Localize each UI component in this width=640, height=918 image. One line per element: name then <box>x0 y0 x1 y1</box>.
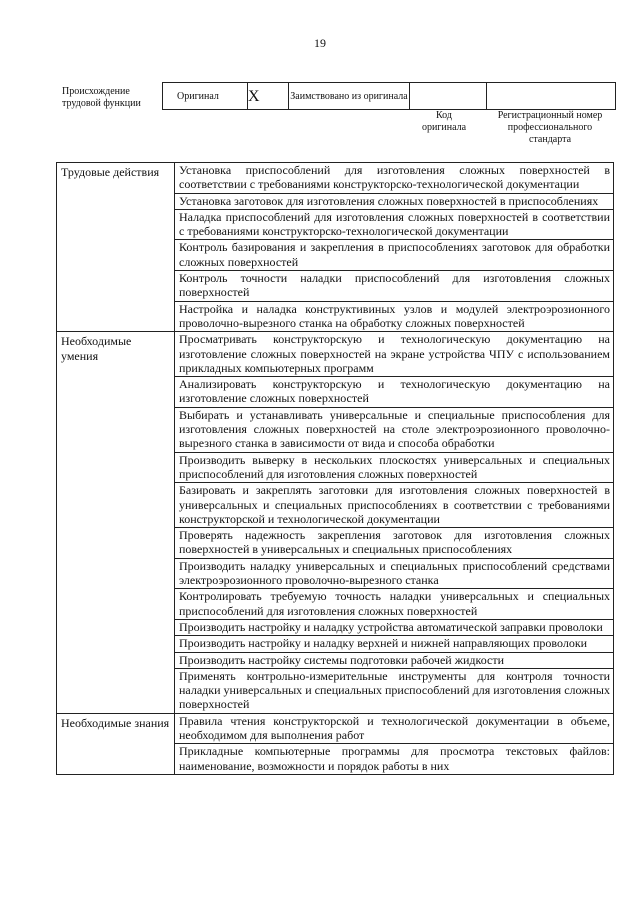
section-item: Контроль базирования и закрепления в приспособлениях заготовок для обработки сложных поверхностей <box>175 240 614 271</box>
table-row <box>57 713 614 744</box>
section-item: Контроль точности наладки приспособлений для изготовления сложных поверхностей <box>175 271 614 302</box>
original-mark: X <box>248 83 289 110</box>
function-table <box>56 162 614 775</box>
section-item: Применять контрольно-измерительные инструменты для контроля точности наладки универсальных и специальных приспособлений для изготовления сложных поверхностей <box>175 668 614 713</box>
origin-table <box>162 82 616 110</box>
reg-number-label: Регистрационный номер профессионального стандарта <box>497 110 603 145</box>
section-item: Проверять надежность закрепления заготовок для изготовления сложных поверхностей в универсальных и специальных приспособлениях <box>175 528 614 559</box>
section-item: Производить настройку системы подготовки рабочей жидкости <box>175 652 614 668</box>
origin-label: Происхождение трудовой функции <box>62 86 141 109</box>
section-item: Правила чтения конструкторской и технологической документации в объеме, необходимом для выполнения работ <box>175 713 614 744</box>
section-item: Анализировать конструкторскую и технологическую документацию на изготовление сложных поверхностей <box>175 377 614 408</box>
section-item: Производить настройку и наладку устройства автоматической заправки проволоки <box>175 619 614 635</box>
section-item: Базировать и закреплять заготовки для изготовления сложных поверхностей в универсальных и специальных приспособлениях в соответствии с требованиями конструкторской и технологической документации <box>175 483 614 528</box>
section-item: Настройка и наладка конструктивиных узлов и модулей электроэрозионного проволочно-вырезного станка на обработку сложных поверхностей <box>175 301 614 332</box>
section-item: Выбирать и устанавливать универсальные и специальные приспособления для изготовления сложных поверхностей на столе электроэрозионного проволочно-вырезного станка в зависимости от вида и способа обработки <box>175 407 614 452</box>
section-item: Производить выверку в нескольких плоскостях универсальных и специальных приспособлений для изготовления сложных поверхностей <box>175 452 614 483</box>
section-item: Установка приспособлений для изготовления сложных поверхностей в соответствии с требованиями конструкторско-технологической документации <box>175 163 614 194</box>
page-number: 19 <box>314 36 326 50</box>
section-item: Просматривать конструкторскую и технологическую документацию на изготовление сложных поверхностей на экране устройства ЧПУ с использованием прикладных компьютерных программ <box>175 332 614 377</box>
section-title: Трудовые действия <box>57 163 175 332</box>
table-row <box>57 163 614 194</box>
section-item: Производить наладку универсальных и специальных приспособлений средствами электроэрозионного проволочно-вырезного станка <box>175 558 614 589</box>
borrowed-cell: Заимствовано из оригинала <box>289 83 410 110</box>
code-label: Код оригинала <box>421 110 467 133</box>
section-title: Необходимые умения <box>57 332 175 713</box>
code-cell <box>410 83 487 110</box>
table-row <box>57 332 614 377</box>
section-item: Прикладные компьютерные программы для просмотра текстовых файлов: наименование, возможности и порядок работы в них <box>175 744 614 775</box>
section-title: Необходимые знания <box>57 713 175 774</box>
section-item: Производить настройку и наладку верхней и нижней направляющих проволоки <box>175 636 614 652</box>
section-item: Установка заготовок для изготовления сложных поверхностей в приспособлениях <box>175 193 614 209</box>
section-item: Контролировать требуемую точность наладки универсальных и специальных приспособлений для изготовления сложных поверхностей <box>175 589 614 620</box>
reg-number-cell <box>487 83 616 110</box>
section-item: Наладка приспособлений для изготовления сложных поверхностей в соответствии с требованиями конструкторско-технологической документации <box>175 209 614 240</box>
original-cell: Оригинал <box>163 83 248 110</box>
